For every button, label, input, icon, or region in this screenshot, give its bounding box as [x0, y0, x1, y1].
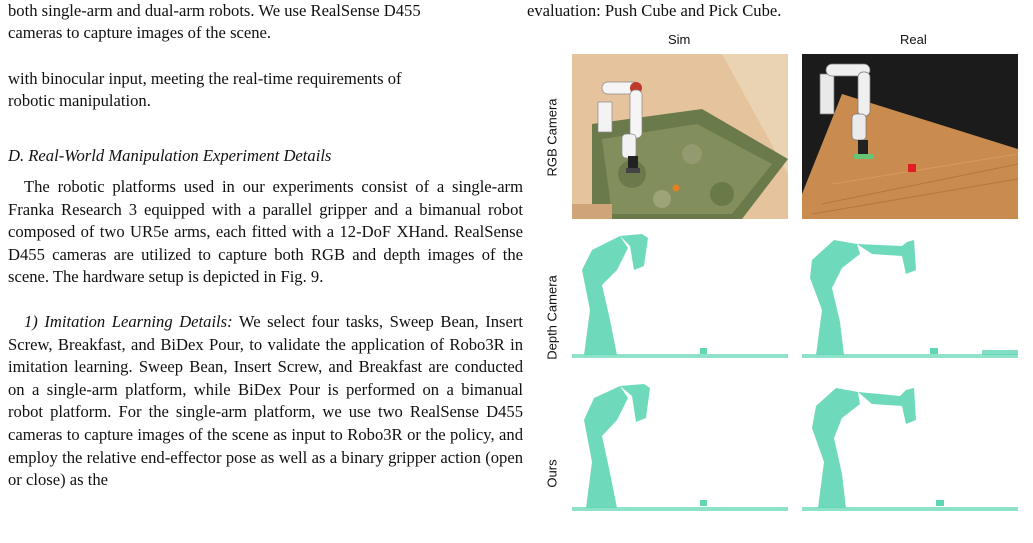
real-ours-pointcloud	[802, 378, 1018, 543]
column-title-real: Real	[900, 32, 927, 47]
real-depth-pointcloud	[802, 230, 1018, 395]
column-title-sim: Sim	[668, 32, 691, 47]
paragraph-line-1: with binocular input, meeting the real-time requirements of	[8, 69, 402, 88]
sim-rgb-image	[572, 54, 788, 219]
section-heading: D. Real-World Manipulation Experiment Details	[8, 146, 332, 165]
figure-comparison	[540, 30, 1030, 523]
sim-depth-pointcloud	[572, 230, 788, 395]
row-label-depth-camera: Depth Camera	[544, 275, 560, 360]
paragraph-line-2: robotic manipulation.	[8, 91, 151, 110]
subsection-heading: 1) Imitation Learning Details:	[24, 312, 233, 331]
sim-ours-pointcloud	[572, 378, 788, 543]
paragraph-imitation-learning	[8, 311, 523, 492]
paragraph-fragment-line-2: cameras to capture images of the scene.	[8, 23, 272, 42]
row-label-ours: Ours	[544, 459, 560, 488]
row-label-rgb-camera: RGB Camera	[544, 98, 560, 177]
paragraph-imitation-learning-text: We select four tasks, Sweep Bean, Insert Screw, Breakfast, and BiDex Pour, to validate the application of Robo3R in imitation learning. Sweep Bean, Insert Screw, and Breakfast are conducted on a single-arm platform, while BiDex Pour is performed on a bimanual robot platform. For the single-arm platform, we use two RealSense D455 cameras to capture images of the scene as input to Robo3R or the policy, and employ the relative end-effector pose as well as a binary gripper action (open or close) as the	[8, 312, 523, 490]
real-rgb-image	[802, 54, 1018, 219]
paragraph-fragment-right: evaluation: Push Cube and Pick Cube.	[527, 1, 782, 20]
paragraph-robotic-platforms: The robotic platforms used in our experiments consist of a single-arm Franka Research 3 equipped with a parallel gripper and a bimanual robot composed of two UR5e arms, each fitted with a 12-DoF XHand. RealSense D455 cameras are utilized to capture both RGB and depth images of the scene. The hardware setup is depicted in Fig. 9.	[8, 177, 523, 287]
paragraph-fragment-line-1: both single-arm and dual-arm robots. We use RealSense D455	[8, 1, 421, 20]
